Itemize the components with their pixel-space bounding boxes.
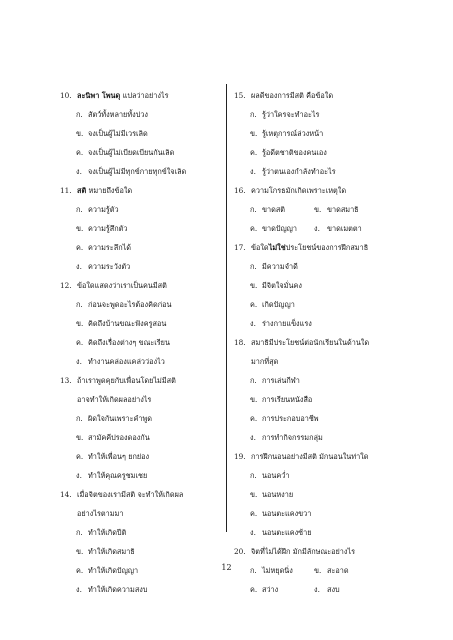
option	[60, 352, 218, 371]
option	[60, 523, 218, 542]
option-text: มีจิตใจมั่นคง	[262, 281, 302, 290]
option-letter: ง.	[76, 262, 82, 271]
question-number: 12.	[60, 281, 72, 290]
right-column	[234, 86, 434, 599]
option-letter: ง.	[314, 224, 320, 233]
option-letter: ค.	[250, 414, 258, 423]
option-letter: ง.	[76, 357, 82, 366]
question-number: 16.	[234, 186, 246, 195]
option-letter: ก.	[76, 414, 83, 423]
question-19	[234, 447, 434, 542]
option-letter: ก.	[250, 205, 257, 214]
option	[60, 314, 218, 333]
question-18	[234, 333, 434, 447]
option-letter: ค.	[250, 224, 258, 233]
question-number: 20.	[234, 547, 246, 556]
page-number: 12	[221, 563, 232, 572]
option-letter: ค.	[250, 509, 258, 518]
option-letter: ข.	[76, 319, 84, 328]
option-text: ทำให้เพื่อนๆ ยกย่อง	[88, 452, 150, 461]
option	[60, 466, 218, 485]
option-text: สะอาด	[327, 566, 349, 575]
option-text: สามัคคีปรองดองกัน	[88, 433, 150, 442]
option-text: ความระวังตัว	[88, 262, 131, 271]
option-letter: ง.	[76, 585, 82, 594]
question-number: 13.	[60, 376, 72, 385]
option-letter: ค.	[250, 585, 258, 594]
option-letter: ค.	[76, 566, 84, 575]
option-letter: ก.	[76, 300, 83, 309]
option-letter: ข.	[250, 281, 258, 290]
question-text	[251, 238, 368, 257]
question-13	[60, 371, 218, 485]
option-letter: ก.	[76, 528, 83, 537]
option	[60, 333, 218, 352]
option	[234, 295, 434, 314]
option	[60, 238, 218, 257]
question-10	[60, 86, 218, 181]
question-number: 17.	[234, 243, 246, 252]
question-text: ถ้าเราพูดคุยกับเพื่อนโดยไม่มีสติ	[77, 376, 176, 385]
option-letter: ก.	[250, 566, 257, 575]
option-text: เกิดปัญญา	[262, 300, 295, 309]
question-text-rest: หมายถึงข้อใด	[86, 186, 133, 195]
question-number: 11.	[60, 186, 72, 195]
option-text: ขาดปัญญา	[262, 224, 297, 233]
question-14	[60, 485, 218, 599]
option-letter: ข.	[76, 224, 84, 233]
question-text-bold: ไม่ใช่	[268, 243, 286, 252]
option-text: สว่าง	[262, 585, 279, 594]
option-letter: ง.	[76, 167, 82, 176]
question-text-continued: มากที่สุด	[251, 357, 279, 366]
option-letter: ก.	[76, 110, 83, 119]
option-text: ทำให้เกิดปัญญา	[88, 566, 139, 575]
option	[234, 276, 434, 295]
option	[234, 485, 434, 504]
option-text: ขาดสมาธิ	[327, 205, 359, 214]
question-number: 19.	[234, 452, 246, 461]
option-text: ทำงานคล่องแคล่วว่องไว	[88, 357, 165, 366]
question-text-continued: อย่างไรตามมา	[77, 509, 124, 518]
option-letter: ข.	[76, 433, 84, 442]
option	[234, 409, 434, 428]
question-12	[60, 276, 218, 371]
option-letter: ค.	[76, 338, 84, 347]
option	[60, 580, 218, 599]
option-text: นอนคว่ำ	[262, 471, 290, 480]
option	[234, 105, 434, 124]
option	[234, 314, 434, 333]
option-letter: ข.	[250, 129, 258, 138]
question-number: 15.	[234, 91, 246, 100]
option-text: มีความจำดี	[262, 262, 298, 271]
option-letter: ก.	[250, 262, 257, 271]
option	[234, 428, 434, 447]
option-text: ก่อนจะพูดอะไรต้องคิดก่อน	[88, 300, 172, 309]
option-text: ทำให้เกิดความสงบ	[88, 585, 148, 594]
option	[234, 162, 434, 181]
option-text: ทำให้เกิดสมาธิ	[88, 547, 135, 556]
question-text-pre: ข้อใด	[251, 243, 269, 252]
option-letter: ก.	[250, 110, 257, 119]
option	[60, 409, 218, 428]
question-text: ผลดีของการมีสติ คือข้อใด	[251, 91, 334, 100]
option	[234, 390, 434, 409]
option-letter: ค.	[250, 148, 258, 157]
option	[60, 542, 218, 561]
option	[60, 428, 218, 447]
option	[60, 447, 218, 466]
option-text: รู้ว่าตนเองกำลังทำอะไร	[262, 167, 336, 176]
option-letter: ค.	[76, 452, 84, 461]
question-text	[77, 181, 132, 200]
question-text-rest: แปลว่าอย่างไร	[120, 91, 169, 100]
option-letter: ก.	[250, 471, 257, 480]
option-text: รู้ว่าใครจะทำอะไร	[262, 110, 320, 119]
option	[234, 523, 434, 542]
option	[234, 257, 434, 276]
option	[60, 219, 218, 238]
option	[60, 143, 218, 162]
option-text: คิดถึงบ้านขณะฟังครูสอน	[88, 319, 167, 328]
option-letter: ค.	[250, 300, 258, 309]
question-text: จิตที่ไม่ได้ฝึก มักมีลักษณะอย่างไร	[251, 547, 356, 556]
option-text: การเล่นกีฬา	[262, 376, 300, 385]
question-11	[60, 181, 218, 276]
option-text: การทำกิจกรรมกลุ่ม	[262, 433, 323, 442]
option-letter: ข.	[76, 129, 84, 138]
option	[60, 257, 218, 276]
question-text: ความโกรธมักเกิดเพราะเหตุใด	[251, 186, 347, 195]
option-text: ร่างกายแข็งแรง	[262, 319, 312, 328]
question-number: 10.	[60, 91, 72, 100]
option-pair	[234, 219, 434, 238]
option-text: ทำให้คุณครูชมเชย	[88, 471, 148, 480]
option-letter: ข.	[314, 566, 322, 575]
question-text-continued: อาจทำให้เกิดผลอย่างไร	[77, 395, 152, 404]
question-text	[77, 86, 169, 105]
option-pair	[234, 200, 434, 219]
option-text: จงเป็นผู้ไม่มีเวรเลิด	[88, 129, 148, 138]
option	[60, 124, 218, 143]
option-letter: ค.	[76, 243, 84, 252]
option-text: ทำให้เกิดปีติ	[88, 528, 127, 537]
option-text: การประกอบอาชีพ	[262, 414, 319, 423]
question-number: 18.	[234, 338, 246, 347]
left-column	[60, 86, 218, 599]
option-letter: ง.	[250, 319, 256, 328]
option-text: รู้อดีตชาติของคนเอง	[262, 148, 327, 157]
option-letter: ข.	[314, 205, 322, 214]
option-text: ไม่หยุดนิ่ง	[262, 566, 293, 575]
option-text: รู้เหตุการณ์ล่วงหน้า	[262, 129, 324, 138]
question-text: การฝึกนอนอย่างมีสติ มักนอนในท่าใด	[251, 452, 369, 461]
option-text: การเรียนหนังสือ	[262, 395, 313, 404]
option-text: ขาดสติ	[262, 205, 286, 214]
question-17	[234, 238, 434, 333]
option-letter: ง.	[76, 471, 82, 480]
question-text-bold: สติ	[77, 186, 87, 195]
option	[60, 105, 218, 124]
question-text: สมาธิมีประโยชน์ต่อนักเรียนในด้านใด	[251, 338, 370, 347]
option-text: ความรู้ตัว	[88, 205, 119, 214]
option-text: สงบ	[327, 585, 340, 594]
question-15	[234, 86, 434, 181]
option	[60, 200, 218, 219]
option-letter: ก.	[250, 376, 257, 385]
option-letter: ง.	[250, 528, 256, 537]
option	[234, 143, 434, 162]
option-letter: ข.	[250, 395, 258, 404]
option	[60, 295, 218, 314]
option-text: ผิดใจกันเพราะคำพูด	[88, 414, 153, 423]
option-text: ความระลึกได้	[88, 243, 132, 252]
column-divider	[226, 84, 227, 532]
option	[60, 162, 218, 181]
question-text-rest: ประโยชน์ของการฝึกสมาธิ	[285, 243, 369, 252]
option-letter: ง.	[250, 433, 256, 442]
question-text-bold: ละนิพา โพนดุ	[77, 91, 121, 100]
option-text: นอนหงาย	[262, 490, 294, 499]
question-text: เมื่อจิตของเรามีสติ จะทำให้เกิดผล	[77, 490, 184, 499]
option	[234, 124, 434, 143]
option-letter: ข.	[250, 490, 258, 499]
option-letter: ง.	[250, 167, 256, 176]
option-letter: ง.	[314, 585, 320, 594]
option-letter: ค.	[76, 148, 84, 157]
option	[234, 371, 434, 390]
option-letter: ก.	[76, 205, 83, 214]
option-text: จงเป็นผู้ไม่เบียดเบียนกันเลิด	[88, 148, 175, 157]
option-text: นอนตะแคงซ้าย	[262, 528, 312, 537]
option-text: ความรู้สึกตัว	[88, 224, 128, 233]
option-pair	[234, 580, 434, 599]
option-text: ขาดเมตตา	[327, 224, 362, 233]
option-text: สัตว์ทั้งหลายทั้งปวง	[88, 110, 148, 119]
option-letter: ข.	[76, 547, 84, 556]
question-number: 14.	[60, 490, 72, 499]
option	[234, 504, 434, 523]
option-text: นอนตะแคงขวา	[262, 509, 312, 518]
question-text: ข้อใดแสดงว่าเราเป็นคนมีสติ	[77, 281, 167, 290]
question-16	[234, 181, 434, 238]
option	[234, 466, 434, 485]
option-text: จงเป็นผู้ไม่มีทุกข์กายทุกข์ใจเลิด	[88, 167, 187, 176]
option-text: คิดถึงเรื่องต่างๆ ขณะเรียน	[88, 338, 170, 347]
